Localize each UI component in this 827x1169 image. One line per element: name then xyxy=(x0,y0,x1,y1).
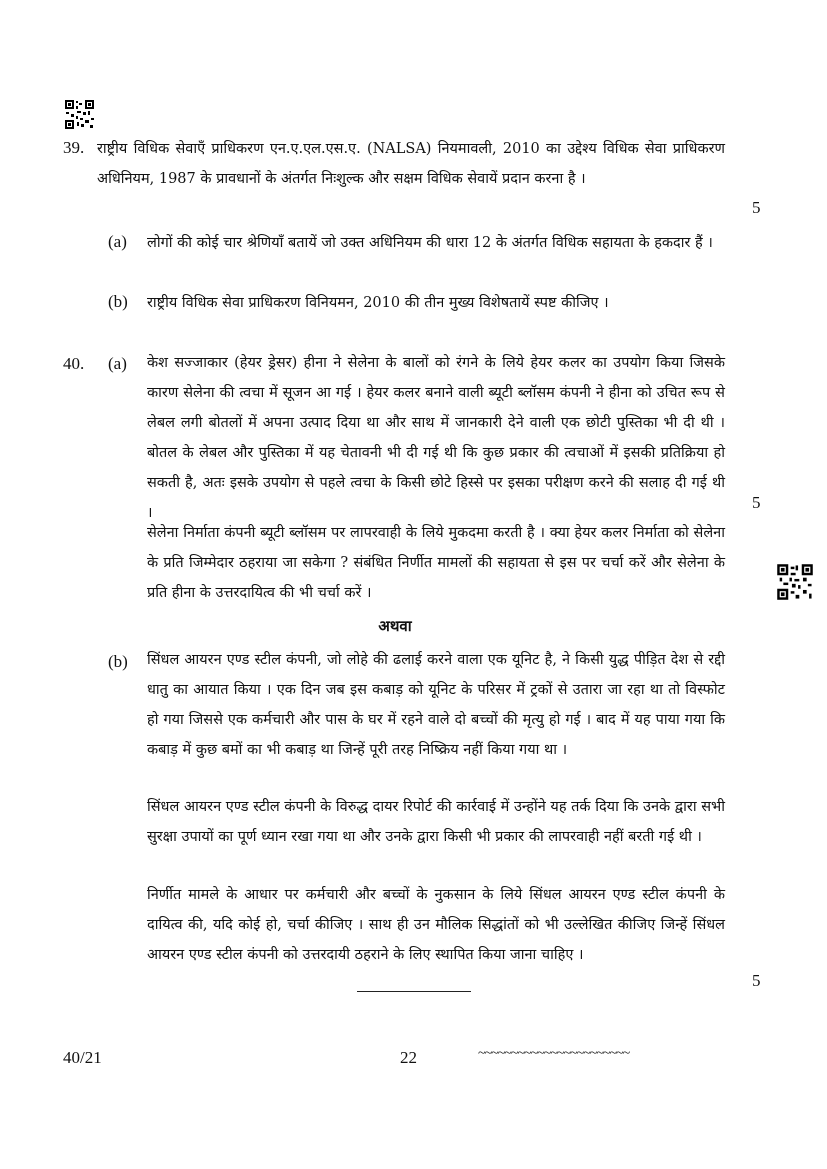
question-40-b-text-1: सिंधल आयरन एण्ड स्टील कंपनी, जो लोहे की ढलाई करने वाला एक यूनिट है, ने किसी युद्ध पीड़ित देश से रद्दी धातु का आयात किया । एक दिन जब इस कबाड़ को यूनिट के परिसर में ट्रकों से उतारा जा रहा था तो विस्फोट हो गया जिससे एक कर्मचारी और पास के घर में रहने वाले दो बच्चों की मृत्यु हो गई । बाद में यह पाया गया कि कबाड़ में कुछ बमों का भी कबाड़ था जिन्हें पूरी तरह निष्क्रिय नहीं किया गया था । xyxy=(147,652,725,758)
question-39-marks: 5 xyxy=(752,198,761,217)
question-39-a-label: (a) xyxy=(108,232,127,251)
question-40-a-text-2: सेलेना निर्माता कंपनी ब्यूटी ब्लॉसम पर लापरवाही के लिये मुकदमा करती है । क्या हेयर कलर निर्माता को सेलेना के प्रति जिम्मेदार ठहराया जा सकेगा ? संबंधित निर्णीत मामलों की सहायता से इस पर चर्चा करें और सेलेना के प्रति हीना के उत्तरदायित्व की भी चर्चा करें । xyxy=(147,525,725,601)
question-40-b-text-2: सिंधल आयरन एण्ड स्टील कंपनी के विरुद्ध दायर रिपोर्ट की कार्रवाई में उन्होंने यह तर्क दिया कि उनके द्वारा सभी सुरक्षा उपायों का पूर्ण ध्यान रखा गया था और उनके द्वारा किसी भी प्रकार की लापरवाही नहीं बरती गई थी । xyxy=(147,799,725,845)
question-40-a-marks: 5 xyxy=(752,493,761,512)
question-40-number: 40. xyxy=(63,354,85,373)
question-40-a-label: (a) xyxy=(108,354,127,373)
question-39-b-label: (b) xyxy=(108,292,128,311)
page-number: 22 xyxy=(400,1048,417,1067)
or-separator: अथवा xyxy=(378,617,412,635)
wavy-line: ~~~~~~~~~~~~~~~~~~~~~~~ xyxy=(478,1046,630,1061)
question-40-b-marks: 5 xyxy=(752,971,761,990)
question-39-a-text: लोगों की कोई चार श्रेणियाँ बतायें जो उक्त अधिनियम की धारा 12 के अंतर्गत विधिक सहायता के हकदार हैं । xyxy=(147,235,713,251)
question-40-b-text-3: निर्णीत मामले के आधार पर कर्मचारी और बच्चों के नुकसान के लिये सिंधल आयरन एण्ड स्टील कंपनी के दायित्व की, यदि कोई हो, चर्चा कीजिए । साथ ही उन मौलिक सिद्धांतों को भी उल्लेखित कीजिए जिन्हें सिंधल आयरन एण्ड स्टील कंपनी को उत्तरदायी ठहराने के लिए स्थापित किया जाना चाहिए । xyxy=(147,887,725,963)
paper-code: 40/21 xyxy=(63,1048,102,1067)
qr-code-icon-top xyxy=(64,99,95,130)
end-divider xyxy=(357,991,471,992)
question-40-b-label: (b) xyxy=(108,652,128,671)
question-39-b-text: राष्ट्रीय विधिक सेवा प्राधिकरण विनियमन, 2010 की तीन मुख्य विशेषतायें स्पष्ट कीजिए । xyxy=(147,295,609,311)
question-40-a-text-1: केश सज्जाकार (हेयर ड्रेसर) हीना ने सेलेना के बालों को रंगने के लिये हेयर कलर का उपयोग किया जिसके कारण सेलेना की त्वचा में सूजन आ गई । हेयर कलर बनाने वाली ब्यूटी ब्लॉसम कंपनी ने हीना को उचित रूप से लेबल लगी बोतलों में अपना उत्पाद दिया था और साथ में जानकारी देने वाली एक छोटी पुस्तिका भी दी थी । बोतल के लेबल और पुस्तिका में यह चेतावनी भी दी गई थी कि कुछ प्रकार की त्वचाओं में इसकी प्रतिक्रिया हो सकती है, अतः इसके उपयोग से पहले त्वचा के किसी छोटे हिस्से पर इसका परीक्षण करने की सलाह दी गई थी । xyxy=(147,355,725,521)
qr-code-icon-side xyxy=(776,563,814,601)
question-39-number: 39. xyxy=(63,138,85,157)
question-39-text: राष्ट्रीय विधिक सेवाएँ प्राधिकरण एन.ए.एल.एस.ए. (NALSA) नियमावली, 2010 का उद्देश्य विधिक सेवा प्राधिकरण अधिनियम, 1987 के प्रावधानों के अंतर्गत निःशुल्क और सक्षम विधिक सेवायें प्रदान करना है । xyxy=(97,141,725,187)
